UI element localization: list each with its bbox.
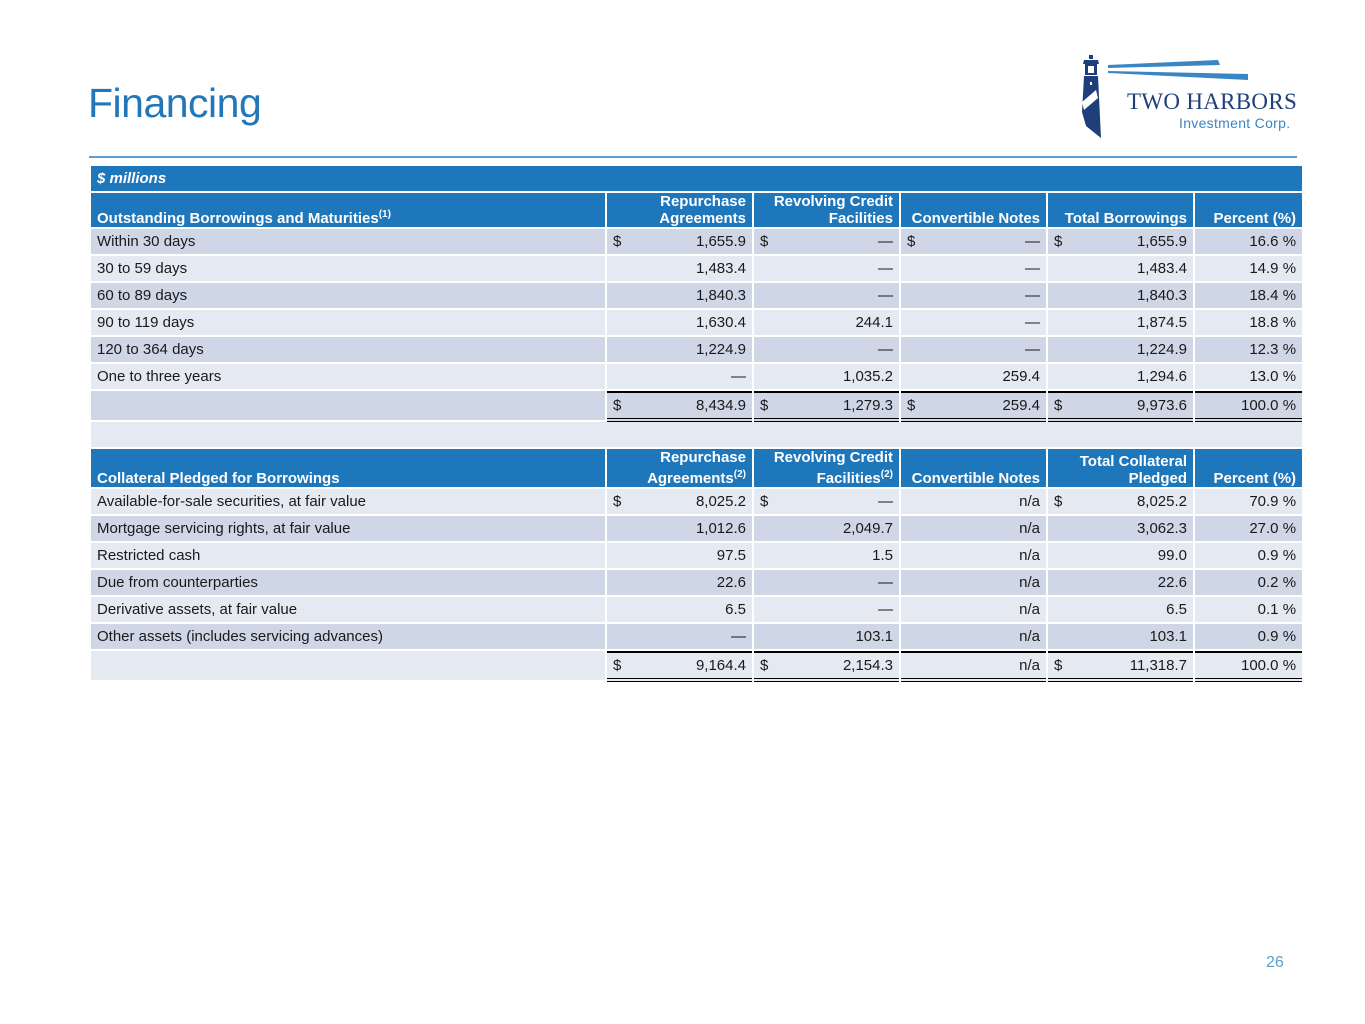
row-label: One to three years — [91, 364, 605, 391]
currency-symbol: $ — [1054, 493, 1063, 510]
cell-value: 259.4 — [1002, 397, 1040, 414]
cell-value: 1.5 — [872, 547, 893, 564]
cell-repo — [607, 229, 752, 256]
header-label-text: Collateral Pledged for Borrowings — [97, 470, 340, 487]
cell-total — [1048, 229, 1193, 256]
cell-value: 1,630.4 — [695, 314, 746, 331]
cell-value: 103.1 — [1149, 628, 1187, 645]
cell-percent: 0.9 % — [1195, 624, 1302, 651]
cell-value: — — [1025, 287, 1040, 304]
cell-repo — [607, 337, 752, 364]
row-label: Restricted cash — [91, 543, 605, 570]
cell-rcf — [754, 391, 899, 422]
cell-conv — [901, 283, 1046, 310]
cell-percent: 70.9 % — [1195, 489, 1302, 516]
cell-rcf — [754, 337, 899, 364]
cell-value: — — [1025, 233, 1040, 250]
cell-conv — [901, 391, 1046, 422]
cell-value: — — [878, 233, 893, 250]
cell-value: — — [731, 368, 746, 385]
cell-value: n/a — [1019, 657, 1040, 674]
row-label: Derivative assets, at fair value — [91, 597, 605, 624]
cell-value: n/a — [1019, 601, 1040, 618]
cell-total — [1048, 489, 1193, 516]
currency-symbol: $ — [613, 397, 622, 414]
column-header — [1195, 449, 1302, 489]
cell-value: n/a — [1019, 547, 1040, 564]
cell-value: n/a — [1019, 493, 1040, 510]
cell-conv — [901, 543, 1046, 570]
cell-value: 2,154.3 — [842, 657, 893, 674]
cell-value: 22.6 — [716, 574, 746, 591]
cell-repo — [607, 624, 752, 651]
currency-symbol: $ — [613, 657, 622, 674]
cell-value: 1,294.6 — [1136, 368, 1187, 385]
currency-symbol: $ — [1054, 657, 1063, 674]
logo-name: TWO HARBORS — [1127, 89, 1298, 114]
logo-subtitle: Investment Corp. — [1179, 115, 1291, 131]
row-label: Due from counterparties — [91, 570, 605, 597]
cell-value: 244.1 — [855, 314, 893, 331]
collateral-header-row — [91, 449, 1302, 489]
cell-value: 22.6 — [1157, 574, 1187, 591]
cell-rcf — [754, 597, 899, 624]
column-header-line2: Facilities — [828, 210, 893, 227]
units-band — [91, 166, 1302, 193]
cell-value: 9,973.6 — [1136, 397, 1187, 414]
cell-total — [1048, 516, 1193, 543]
company-logo — [1078, 52, 1308, 142]
cell-value: — — [1025, 341, 1040, 358]
collateral-header-label — [91, 449, 605, 489]
column-header — [1048, 193, 1193, 229]
cell-rcf — [754, 229, 899, 256]
table-row — [91, 543, 1302, 570]
footnote-marker: (1) — [378, 209, 391, 220]
column-header — [754, 449, 899, 489]
cell-rcf — [754, 256, 899, 283]
cell-repo — [607, 391, 752, 422]
cell-conv — [901, 337, 1046, 364]
cell-percent: 27.0 % — [1195, 516, 1302, 543]
cell-value: 97.5 — [716, 547, 746, 564]
cell-conv — [901, 489, 1046, 516]
column-header-line2: Convertible Notes — [911, 210, 1040, 227]
borrowings-header-label — [91, 193, 605, 229]
row-label: Available-for-sale securities, at fair value — [91, 489, 605, 516]
cell-total — [1048, 651, 1193, 682]
cell-value: 1,279.3 — [842, 397, 893, 414]
column-header-line1: Total Collateral — [1079, 453, 1187, 470]
column-header-line2: Agreements — [659, 210, 746, 227]
cell-total — [1048, 337, 1193, 364]
cell-value: 9,164.4 — [695, 657, 746, 674]
cell-value: 8,025.2 — [1136, 493, 1187, 510]
cell-repo — [607, 364, 752, 391]
column-header-line2: Percent (%) — [1213, 470, 1297, 487]
cell-value: 1,874.5 — [1136, 314, 1187, 331]
cell-value: n/a — [1019, 520, 1040, 537]
cell-value: — — [878, 601, 893, 618]
cell-conv — [901, 364, 1046, 391]
cell-value: 11,318.7 — [1129, 657, 1187, 674]
cell-percent: 16.6 % — [1195, 229, 1302, 256]
cell-value: 6.5 — [725, 601, 746, 618]
footnote-marker: (2) — [880, 469, 893, 480]
cell-rcf — [754, 489, 899, 516]
cell-rcf — [754, 570, 899, 597]
cell-percent: 13.0 % — [1195, 364, 1302, 391]
cell-value: 259.4 — [1002, 368, 1040, 385]
currency-symbol: $ — [613, 493, 622, 510]
cell-rcf — [754, 651, 899, 682]
cell-repo — [607, 597, 752, 624]
column-header-line2: Agreements — [647, 470, 734, 487]
cell-value: n/a — [1019, 574, 1040, 591]
cell-value: 8,025.2 — [695, 493, 746, 510]
row-label: Mortgage servicing rights, at fair value — [91, 516, 605, 543]
total-row — [91, 391, 1302, 422]
cell-value: 2,049.7 — [842, 520, 893, 537]
column-header-line2: Pledged — [1128, 470, 1187, 487]
cell-value: 8,434.9 — [695, 397, 746, 414]
cell-repo — [607, 570, 752, 597]
cell-total — [1048, 310, 1193, 337]
table-row — [91, 597, 1302, 624]
currency-symbol: $ — [760, 657, 769, 674]
financing-table — [89, 166, 1304, 682]
table-row — [91, 624, 1302, 651]
row-label — [91, 391, 605, 422]
currency-symbol: $ — [907, 233, 916, 250]
cell-conv — [901, 516, 1046, 543]
cell-value: 1,483.4 — [1136, 260, 1187, 277]
footnote-marker: (2) — [733, 469, 746, 480]
page-title: Financing — [88, 80, 262, 126]
cell-repo — [607, 283, 752, 310]
cell-value: 1,655.9 — [695, 233, 746, 250]
cell-percent: 18.8 % — [1195, 310, 1302, 337]
table-row — [91, 516, 1302, 543]
column-header — [607, 449, 752, 489]
cell-conv — [901, 310, 1046, 337]
cell-total — [1048, 256, 1193, 283]
cell-percent: 100.0 % — [1195, 651, 1302, 682]
row-label: 90 to 119 days — [91, 310, 605, 337]
row-label: Other assets (includes servicing advances) — [91, 624, 605, 651]
cell-conv — [901, 229, 1046, 256]
column-header-line1: Revolving Credit — [773, 193, 893, 210]
table-row — [91, 283, 1302, 310]
cell-conv — [901, 597, 1046, 624]
cell-value: 1,840.3 — [695, 287, 746, 304]
cell-conv — [901, 624, 1046, 651]
page-number: 26 — [1266, 954, 1284, 971]
cell-rcf — [754, 310, 899, 337]
cell-repo — [607, 651, 752, 682]
column-header-line1: Revolving Credit — [773, 449, 893, 466]
cell-value: 1,655.9 — [1136, 233, 1187, 250]
row-label: 120 to 364 days — [91, 337, 605, 364]
row-label: 60 to 89 days — [91, 283, 605, 310]
cell-total — [1048, 391, 1193, 422]
cell-repo — [607, 256, 752, 283]
cell-percent: 14.9 % — [1195, 256, 1302, 283]
currency-symbol: $ — [907, 397, 916, 414]
cell-percent: 18.4 % — [1195, 283, 1302, 310]
column-header — [1195, 193, 1302, 229]
cell-repo — [607, 489, 752, 516]
title-divider — [89, 156, 1297, 158]
cell-percent: 0.2 % — [1195, 570, 1302, 597]
cell-value: — — [878, 287, 893, 304]
cell-value: — — [731, 628, 746, 645]
cell-value: 1,012.6 — [695, 520, 746, 537]
cell-value: 1,224.9 — [695, 341, 746, 358]
total-row — [91, 651, 1302, 682]
column-header-line2: Convertible Notes — [911, 470, 1040, 487]
column-header-line2: Total Borrowings — [1064, 210, 1187, 227]
cell-value: 1,840.3 — [1136, 287, 1187, 304]
cell-value: — — [878, 574, 893, 591]
cell-total — [1048, 543, 1193, 570]
currency-symbol: $ — [1054, 233, 1063, 250]
cell-total — [1048, 364, 1193, 391]
cell-value: — — [1025, 260, 1040, 277]
cell-rcf — [754, 283, 899, 310]
cell-value: 1,224.9 — [1136, 341, 1187, 358]
row-label — [91, 651, 605, 682]
cell-rcf — [754, 543, 899, 570]
cell-total — [1048, 597, 1193, 624]
table-row — [91, 489, 1302, 516]
table-row — [91, 570, 1302, 597]
cell-percent: 12.3 % — [1195, 337, 1302, 364]
currency-symbol: $ — [760, 493, 769, 510]
row-label: Within 30 days — [91, 229, 605, 256]
cell-conv — [901, 570, 1046, 597]
cell-value: 1,035.2 — [842, 368, 893, 385]
column-header-line1: Repurchase — [660, 449, 746, 466]
column-header — [901, 449, 1046, 489]
column-header — [754, 193, 899, 229]
cell-total — [1048, 283, 1193, 310]
cell-percent: 0.1 % — [1195, 597, 1302, 624]
column-header — [1048, 449, 1193, 489]
cell-total — [1048, 624, 1193, 651]
section-spacer — [91, 422, 1302, 449]
table-row — [91, 310, 1302, 337]
header-label-text: Outstanding Borrowings and Maturities — [97, 210, 379, 227]
column-header-line2: Facilities — [816, 470, 881, 487]
currency-symbol: $ — [613, 233, 622, 250]
currency-symbol: $ — [760, 233, 769, 250]
cell-conv — [901, 651, 1046, 682]
table-row — [91, 364, 1302, 391]
column-header-line1: Repurchase — [660, 193, 746, 210]
cell-value: n/a — [1019, 628, 1040, 645]
cell-value: 1,483.4 — [695, 260, 746, 277]
cell-value: — — [878, 493, 893, 510]
cell-repo — [607, 543, 752, 570]
cell-value: — — [1025, 314, 1040, 331]
cell-repo — [607, 310, 752, 337]
cell-value: — — [878, 341, 893, 358]
column-header — [607, 193, 752, 229]
currency-symbol: $ — [760, 397, 769, 414]
cell-percent: 100.0 % — [1195, 391, 1302, 422]
row-label: 30 to 59 days — [91, 256, 605, 283]
cell-value: 103.1 — [855, 628, 893, 645]
units-label: $ millions — [91, 166, 1302, 193]
cell-value: 99.0 — [1157, 547, 1187, 564]
cell-conv — [901, 256, 1046, 283]
table-row — [91, 337, 1302, 364]
cell-rcf — [754, 364, 899, 391]
cell-percent: 0.9 % — [1195, 543, 1302, 570]
column-header-line2: Percent (%) — [1213, 210, 1297, 227]
cell-total — [1048, 570, 1193, 597]
table-row — [91, 256, 1302, 283]
cell-value: 6.5 — [1166, 601, 1187, 618]
cell-value: 3,062.3 — [1136, 520, 1187, 537]
borrowings-header-row — [91, 193, 1302, 229]
cell-value: — — [878, 260, 893, 277]
cell-rcf — [754, 516, 899, 543]
column-header — [901, 193, 1046, 229]
currency-symbol: $ — [1054, 397, 1063, 414]
table-row — [91, 229, 1302, 256]
cell-rcf — [754, 624, 899, 651]
cell-repo — [607, 516, 752, 543]
